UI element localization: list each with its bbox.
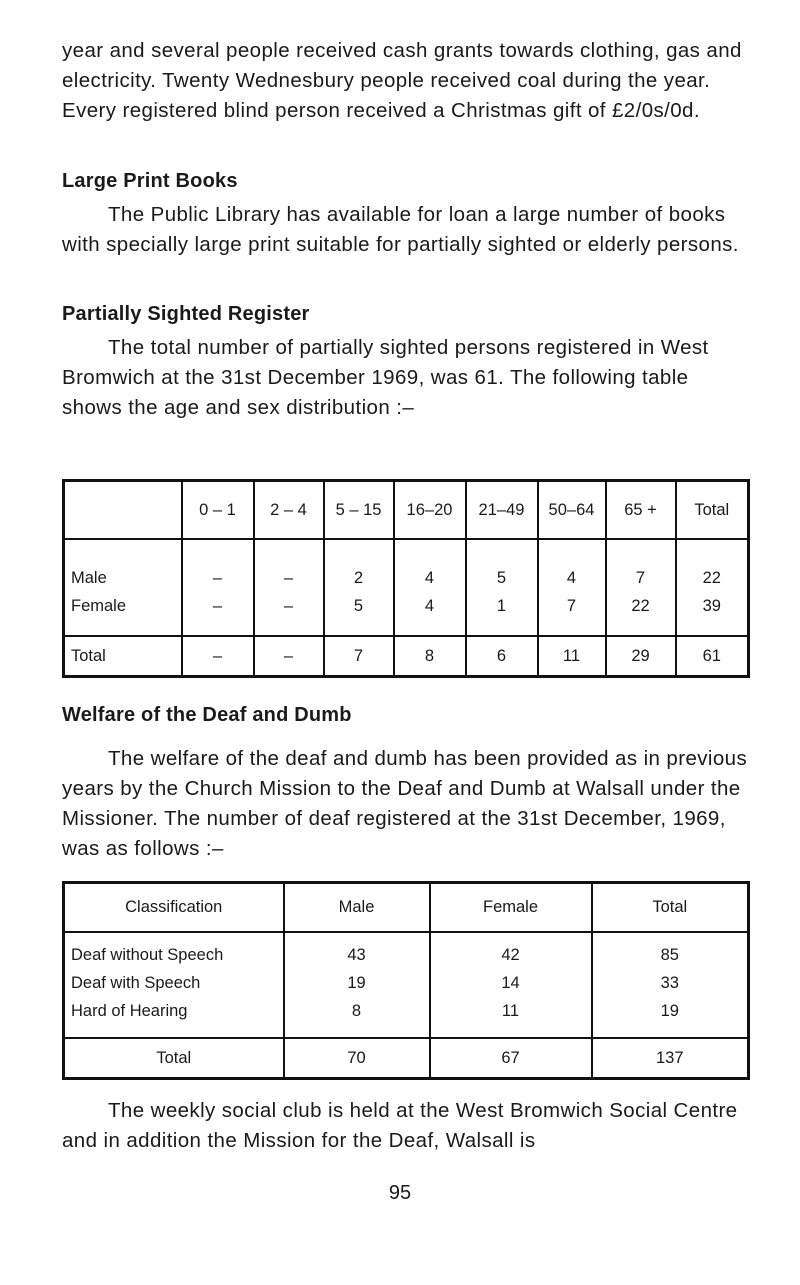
deaf-dumb-heading: Welfare of the Deaf and Dumb — [62, 704, 352, 726]
table-cell: 8 — [284, 997, 430, 1038]
table-total-row — [64, 636, 749, 677]
deaf-register-table — [62, 881, 750, 1080]
table-cell: 29 — [606, 636, 676, 677]
column-header: Female — [430, 883, 592, 933]
table-cell: – — [182, 539, 254, 591]
table-cell: 85 — [592, 932, 749, 969]
table-cell: 2 — [324, 539, 394, 591]
table-cell: 4 — [394, 591, 466, 636]
table-cell: 19 — [592, 997, 749, 1038]
column-header: 0 – 1 — [182, 481, 254, 540]
partially-sighted-paragraph: The total number of partially sighted persons registered in West Bromwich at the 31st December 1969, was 61. The following table shows the age and sex distribution :– — [62, 336, 709, 419]
table-cell: – — [254, 591, 324, 636]
table-cell: 70 — [284, 1038, 430, 1079]
page-number: 95 — [388, 1182, 412, 1204]
table-cell: 22 — [606, 591, 676, 636]
table-cell: Deaf with Speech — [64, 969, 284, 997]
column-header: Male — [284, 883, 430, 933]
table-cell: Hard of Hearing — [64, 997, 284, 1038]
large-print-heading: Large Print Books — [62, 170, 238, 192]
table-total-row — [64, 1038, 749, 1079]
partially-sighted-heading: Partially Sighted Register — [62, 303, 310, 325]
table-cell: Female — [64, 591, 182, 636]
column-header: Classification — [64, 883, 284, 933]
large-print-paragraph: The Public Library has available for loan a large number of books with specially large print suitable for partially sighted or elderly persons. — [62, 203, 739, 256]
table-cell: 8 — [394, 636, 466, 677]
table-cell: 22 — [676, 539, 749, 591]
table-cell: 6 — [466, 636, 538, 677]
table-row — [64, 997, 749, 1038]
table-header-row — [64, 883, 749, 933]
column-header: 2 – 4 — [254, 481, 324, 540]
table-cell: 42 — [430, 932, 592, 969]
column-header: 5 – 15 — [324, 481, 394, 540]
table-row — [64, 969, 749, 997]
table-cell: 1 — [466, 591, 538, 636]
table-row — [64, 539, 749, 591]
table-cell: – — [182, 591, 254, 636]
column-header: 50–64 — [538, 481, 606, 540]
column-header: 21–49 — [466, 481, 538, 540]
table-cell: 5 — [466, 539, 538, 591]
intro-paragraph: year and several people received cash grants towards clothing, gas and electricity. Twenty Wednesbury people received coal during the year. Every registered blind person received a Christmas gift of £2/0s/0d. — [62, 39, 742, 122]
table-cell: – — [182, 636, 254, 677]
table-cell: Deaf without Speech — [64, 932, 284, 969]
table-cell: 4 — [538, 539, 606, 591]
table-cell: 14 — [430, 969, 592, 997]
table-header-row — [64, 481, 749, 540]
table-cell: Male — [64, 539, 182, 591]
table-cell: 11 — [430, 997, 592, 1038]
table-cell: 33 — [592, 969, 749, 997]
closing-paragraph: The weekly social club is held at the West Bromwich Social Centre and in addition the Mission for the Deaf, Walsall is — [62, 1099, 738, 1152]
table-cell: 7 — [538, 591, 606, 636]
table-cell: 4 — [394, 539, 466, 591]
table-cell: 137 — [592, 1038, 749, 1079]
column-header: Total — [592, 883, 749, 933]
table-cell: Total — [64, 636, 182, 677]
table-row — [64, 591, 749, 636]
partially-sighted-table — [62, 479, 750, 678]
table-cell: 7 — [606, 539, 676, 591]
column-header — [64, 481, 182, 540]
table-cell: Total — [64, 1038, 284, 1079]
table-row — [64, 932, 749, 969]
column-header: 65 + — [606, 481, 676, 540]
deaf-dumb-paragraph: The welfare of the deaf and dumb has been provided as in previous years by the Church Mission to the Deaf and Dumb at Walsall under the Missioner. The number of deaf registered at the 31st December, 1969, was as follows :– — [62, 747, 748, 860]
table-cell: 67 — [430, 1038, 592, 1079]
table-cell: 19 — [284, 969, 430, 997]
table-cell: 7 — [324, 636, 394, 677]
table-cell: 61 — [676, 636, 749, 677]
table-cell: 5 — [324, 591, 394, 636]
table-cell: 43 — [284, 932, 430, 969]
table-cell: 11 — [538, 636, 606, 677]
table-cell: – — [254, 636, 324, 677]
column-header: Total — [676, 481, 749, 540]
column-header: 16–20 — [394, 481, 466, 540]
table-cell: – — [254, 539, 324, 591]
table-cell: 39 — [676, 591, 749, 636]
